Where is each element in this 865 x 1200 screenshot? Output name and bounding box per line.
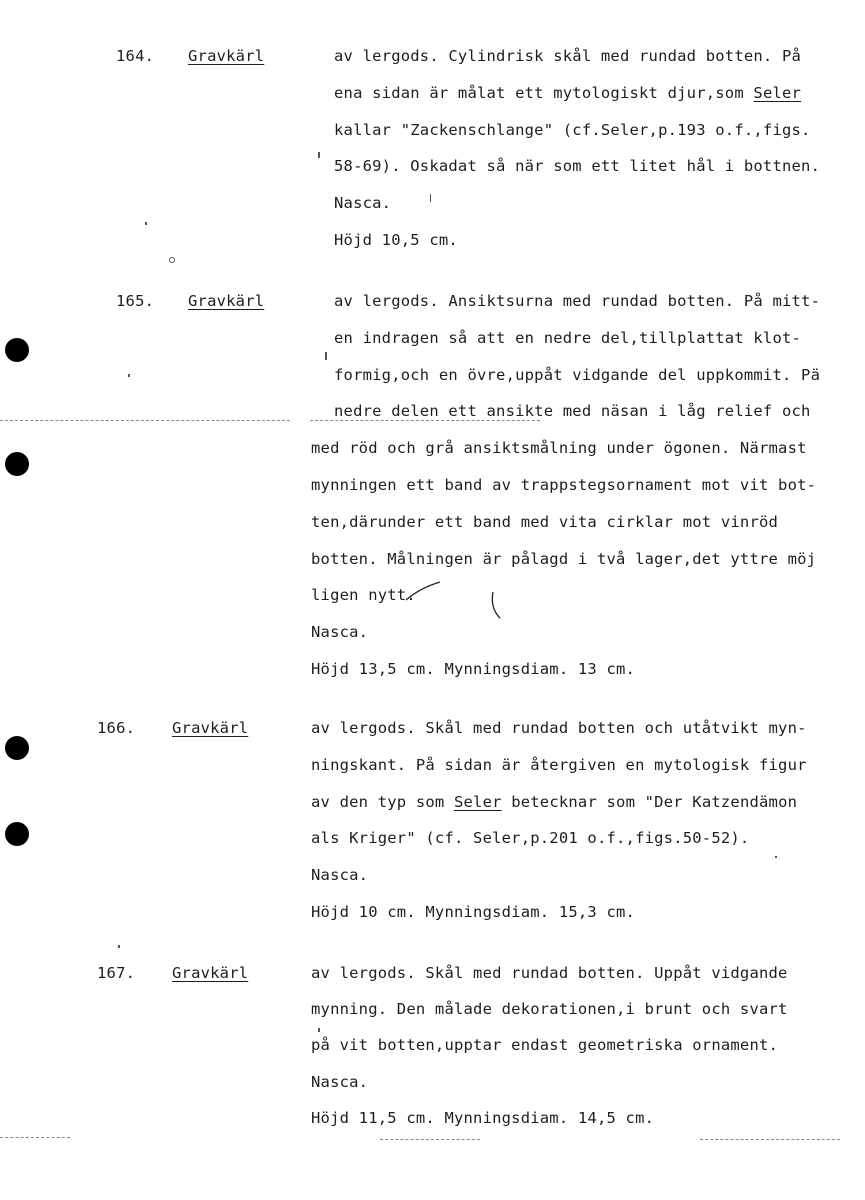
entry-text-line: mynningen ett band av trappstegsornament mot vit bot- [311,476,817,494]
entry-text-line: nedre delen ett ansikte med näsan i låg relief och [334,402,811,420]
entry-text-line: av den typ som Seler betecknar som "Der Katzendämon [311,793,798,811]
entry-text-line: en indragen så att en nedre del,tillplattat klot- [334,329,802,347]
entry-text-line: av lergods. Skål med rundad botten. Uppåt vidgande [311,964,788,982]
entry-number: 167. [97,964,136,982]
entry-text-line: ligen nytt. [311,586,416,604]
entry-label: Gravkärl [172,964,249,982]
entry-text-line: av lergods. Ansiktsurna med rundad botten. På mitt- [334,292,821,310]
entry-text-line: Nasca. [311,866,369,884]
entry-number: 164. [116,47,155,65]
entry-text-line: mynning. Den målade dekorationen,i brunt och svart [311,1000,788,1018]
entry-text-line: ten,därunder ett band med vita cirklar mot vinröd [311,513,779,531]
entry-text-line: med röd och grå ansiktsmålning under ögonen. Närmast [311,439,807,457]
entry-number: 166. [97,719,136,737]
entry-label: Gravkärl [172,719,249,737]
entry-text-line: Nasca. [311,1073,369,1091]
entry-text-line: 58-69). Oskadat så när som ett litet hål i bottnen. [334,157,821,175]
entry-number: 165. [116,292,155,310]
entry-text-line: Nasca. [311,623,369,641]
pen-circle-mark [170,258,175,263]
entry-text-line: Nasca. [334,194,392,212]
entry-text-line: Höjd 11,5 cm. Mynningsdiam. 14,5 cm. [311,1109,655,1127]
entry-text-line: på vit botten,upptar endast geometriska ornament. [311,1036,779,1054]
entry-text-line: ningskant. På sidan är återgiven en mytologisk figur [311,756,807,774]
entry-text-line: Höjd 13,5 cm. Mynningsdiam. 13 cm. [311,660,636,678]
pen-stroke-mark [492,592,500,618]
entry-text-line: als Kriger" (cf. Seler,p.201 o.f.,figs.50-52). [311,829,750,847]
entry-text-line: av lergods. Skål med rundad botten och utåtvikt myn- [311,719,807,737]
underlined-name: Seler [753,84,802,102]
entry-text-line: Höjd 10,5 cm. [334,231,458,249]
entry-label: Gravkärl [188,292,265,310]
entry-text-line: Höjd 10 cm. Mynningsdiam. 15,3 cm. [311,903,636,921]
entry-text-line: botten. Målningen är pålagd i två lager,det yttre möj [311,550,817,568]
entry-text-line: formig,och en övre,uppåt vidgande del uppkommit. Pä [334,366,821,384]
entry-text-line: av lergods. Cylindrisk skål med rundad botten. På [334,47,802,65]
underlined-name: Seler [453,793,502,811]
entry-label: Gravkärl [188,47,265,65]
entry-text-line: kallar "Zackenschlange" (cf.Seler,p.193 o.f.,figs. [334,121,811,139]
entry-text-line: ena sidan är målat ett mytologiskt djur,som Seler [334,84,802,102]
